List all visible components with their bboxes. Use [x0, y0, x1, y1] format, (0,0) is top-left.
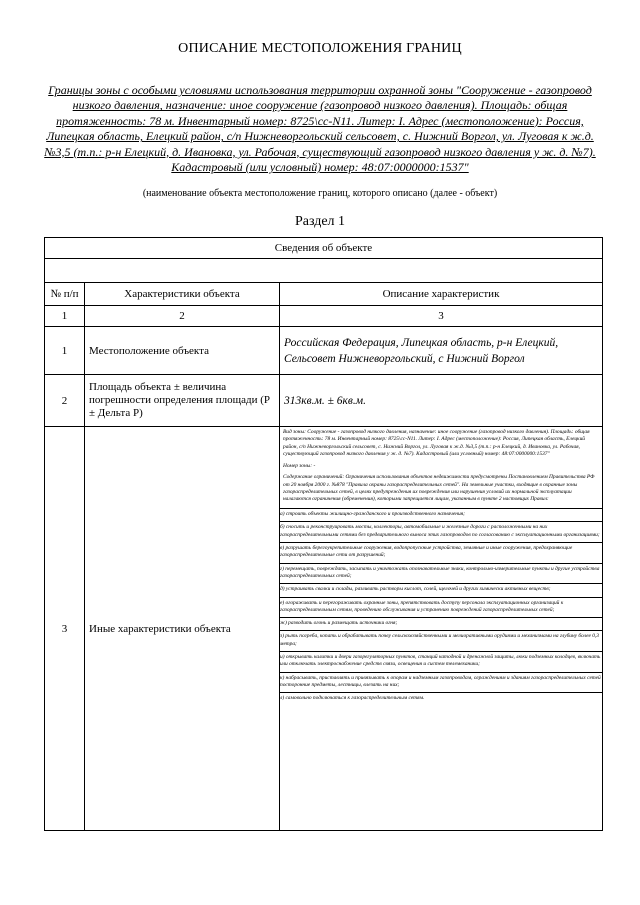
table-header: Сведения об объекте [45, 238, 603, 259]
col-num-header: № п/п [45, 283, 85, 306]
row-value: 313кв.м. ± 6кв.м. [280, 375, 603, 427]
row-number: 2 [45, 375, 85, 427]
table-row [45, 427, 603, 831]
col-desc-header: Описание характеристик [280, 283, 603, 306]
row-name: Иные характеристики объекта [85, 427, 280, 831]
restriction-item: г) перемещать, повреждать, засыпать и уничтожать опознавательные знаки, контрольно-измерительные пункты и другие устройства газораспределительных сетей; [280, 563, 602, 581]
object-info-table [44, 237, 603, 831]
restrictions-text [280, 427, 603, 831]
restrictions-content: Содержание ограничений: Ограничения использования объектов недвижимости предусмотрены Постановлением Правительства РФ от 20 ноября 2000 г. №878 "Правила охраны газораспределительных сетей". На земельные участки, входящие в охранные зоны газораспределительных сетей, в целях предупреждения их повреждения или нарушения условий их нормальной эксплуатации налагаются ограничения (обременения), которыми запрещается лицам, указанным в пункте 2 настоящих Правил: [283, 474, 595, 503]
table-blank-row [45, 259, 603, 283]
column-index-row [45, 306, 603, 327]
col-index-1: 1 [45, 306, 85, 327]
row-value: Российская Федерация, Липецкая область, р-н Елецкий, Сельсовет Нижневоргольский, с Нижний Воргол [280, 327, 603, 375]
row-number: 3 [45, 427, 85, 831]
restriction-item: е) огораживать и перегораживать охранные зоны, препятствовать доступу персонала эксплуатационных организаций к газораспределительным сетям, проведению обслуживания и устранению повреждений газораспределительных сетей; [280, 597, 602, 615]
object-caption: (наименование объекта местоположение границ, которого описано (далее - объект) [142, 188, 498, 199]
restriction-item: д) устраивать свалки и склады, разливать растворы кислот, солей, щелочей и других химически активных веществ; [280, 583, 602, 593]
table-row [45, 375, 603, 427]
zone-number-text: Номер зоны: - [283, 462, 316, 469]
section-title: Раздел 1 [294, 214, 346, 229]
restriction-item: к) набрасывать, приставлять и привязывать к опорам и надземным газопроводам, ограждениям и зданиям газораспределительных сетей посторонние предметы, лестницы, влезать на них; [280, 672, 602, 690]
restriction-item: з) рыть погреба, копать и обрабатывать почву сельскохозяйственными и мелиоративными орудиями и механизмами на глубину более 0,3 метра; [280, 630, 602, 648]
restriction-item: ж) разводить огонь и размещать источники огня; [280, 617, 602, 627]
col-char-header: Характеристики объекта [85, 283, 280, 306]
row-name: Местоположение объекта [85, 327, 280, 375]
col-index-3: 3 [280, 306, 603, 327]
column-headers [45, 283, 603, 306]
table-row [45, 327, 603, 375]
page-title: ОПИСАНИЕ МЕСТОПОЛОЖЕНИЯ ГРАНИЦ [178, 41, 462, 56]
zone-type-text: Вид зоны: Сооружение - газопровод низкого давления, назначение: иное сооружение (газопровод низкого давления). Площадь: общая протяженность: 78 м. Инвентарный номер: 8725\сс-N11. Литер: I. Адрес (местоположение): Россия, Липецкая область, Елецкий район, с/п Нижневоргольский сельсовет, с. Нижний Воргол, ул. Луговая к ж.д. №3,5 (т.п.: р-н Елецкий, д. Ивановка, ул. Рабочая, существующий газопровод низкого давления у ж. д. №7). Кадастровый (или условный) номер: 48:07:0000000:1537" [283, 429, 590, 457]
col-index-2: 2 [85, 306, 280, 327]
object-description: Границы зоны с особыми условиями использования территории охранной зоны "Сооружение - газопровод низкого давления, назначение: иное сооружение (газопровод низкого давления). Площадь: общая протяженность: 78 м. Инвентарный номер: 8725\сс-N11. Литер: I. Адрес (местоположение): Россия, Липецкая область, Елецкий район, с/п Нижневоргольский сельсовет, с. Нижний Воргол, ул. Луговая к ж.д. №3,5 (т.п.: р-н Елецкий, д. Ивановка, ул. Рабочая, существующий газопровод низкого давления у ж. д. №7). Кадастровый (или условный) номер: 48:07:0000000:1537" [44, 83, 596, 175]
restriction-item: и) открывать калитки и двери газорегуляторных пунктов, станций катодной и дренажной защиты, люки подземных колодцев, включать или отключать электроснабжение средств связи, освещения и систем телемеханики; [280, 651, 602, 669]
row-name: Площадь объекта ± величина погрешности определения площади (Р ± Дельта Р) [85, 375, 280, 427]
row-number: 1 [45, 327, 85, 375]
restriction-item: а) строить объекты жилищно-гражданского и производственного назначения; [280, 508, 602, 518]
restriction-item: б) сносить и реконструировать мосты, коллекторы, автомобильные и железные дороги с расположенными на них газораспределительными сетями без предварительного выноса этих газопроводов по согласованию с эксплуатационными организациями; [280, 521, 602, 539]
restriction-item: л) самовольно подключаться к газораспределительным сетям. [280, 692, 602, 702]
restriction-item: в) разрушать берегоукрепительные сооружения, водопропускные устройства, земляные и иные сооружения, предохраняющие газораспределительные сети от разрушений; [280, 542, 602, 560]
